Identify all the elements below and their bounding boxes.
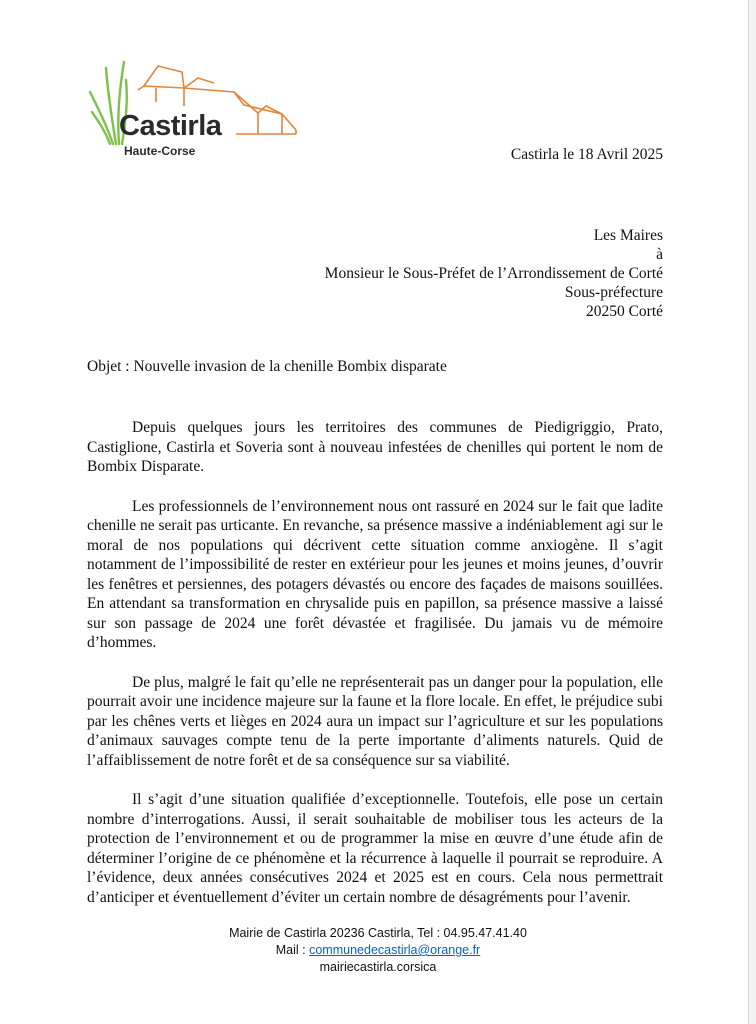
recipient-line-2: à xyxy=(656,246,663,263)
paragraph-1: Depuis quelques jours les territoires des communes de Piedigriggio, Prato, Castiglione, Castirla et Soveria sont à nouveau infestées de chenilles qui portent le nom de Bombix Disparate. xyxy=(87,419,663,475)
recipient-line-5: 20250 Corté xyxy=(585,303,663,320)
recipient-line-1: Les Maires xyxy=(593,227,663,244)
letter-body xyxy=(87,418,663,927)
footer-website: mairiecastirla.corsica xyxy=(319,960,437,974)
letter-subject: Objet : Nouvelle invasion de la chenille Bombix disparate xyxy=(87,358,447,375)
recipient-line-3: Monsieur le Sous-Préfet de l’Arrondissement de Corté xyxy=(324,265,663,282)
letter-date: Castirla le 18 Avril 2025 xyxy=(510,146,663,163)
footer-mail-label: Mail : xyxy=(275,943,310,957)
paragraph-2: Les professionnels de l’environnement nous ont rassuré en 2024 sur le fait que ladite chenille ne serait pas urticante. En revanche, sa présence massive a indéniablement agi sur le moral de nos populations qui décrivent cette situation comme anxiogène. Il s’agit notamment de l’impossibilité de rester en extérieur pour les jeunes et moins jeunes, d’ouvrir les fenêtres et persiennes, des potagers dévastés ou encore des façades de maisons souillées. En attendant sa transformation en chrysalide puis en papillon, sa présence massive a laissé sur son passage de 2024 une forêt dévastée et fragilisée. Du jamais vu de mémoire d’hommes. xyxy=(87,497,663,651)
letter-footer xyxy=(0,925,756,976)
recipient-line-4: Sous-préfecture xyxy=(564,284,663,301)
paragraph-3: De plus, malgré le fait qu’elle ne représenterait pas un danger pour la population, elle pourrait avoir une incidence majeure sur la faune et la flore locale. En effet, le préjudice subi par les chênes verts et lièges en 2024 aura un impact sur l’agriculture et sur les populations d’animaux sauvages compte tenu de la perte importante d’aliments naturels. Quid de l’affaiblissement de notre forêt et de sa conséquence sur sa viabilité. xyxy=(87,673,663,769)
page-edge-scrollbar xyxy=(748,0,756,1024)
footer-mail-line xyxy=(0,942,756,959)
footer-mail-link[interactable]: communedecastirla@orange.fr xyxy=(309,943,481,957)
castirla-logo xyxy=(86,58,301,163)
paragraph-4: Il s’agit d’une situation qualifiée d’exceptionnelle. Toutefois, elle pose un certain nombre d’interrogations. Aussi, il serait souhaitable de mobiliser tous les acteurs de la protection de l’environnement et ou de programmer la mise en œuvre d’une étude afin de déterminer l’origine de ce phénomène et la récurrence à laquelle il pourrait se reproduire. A l’évidence, deux années consécutives 2024 et 2025 est en cours. Cela nous permettrait d’anticiper et éventuellement d’éviter un certain nombre de désagréments pour l’avenir. xyxy=(87,791,663,906)
recipient-block xyxy=(325,226,663,321)
footer-address: Mairie de Castirla 20236 Castirla, Tel : 04.95.47.41.40 xyxy=(229,926,527,940)
logo-region: Haute-Corse xyxy=(124,144,196,158)
logo-name: Castirla xyxy=(119,110,222,142)
